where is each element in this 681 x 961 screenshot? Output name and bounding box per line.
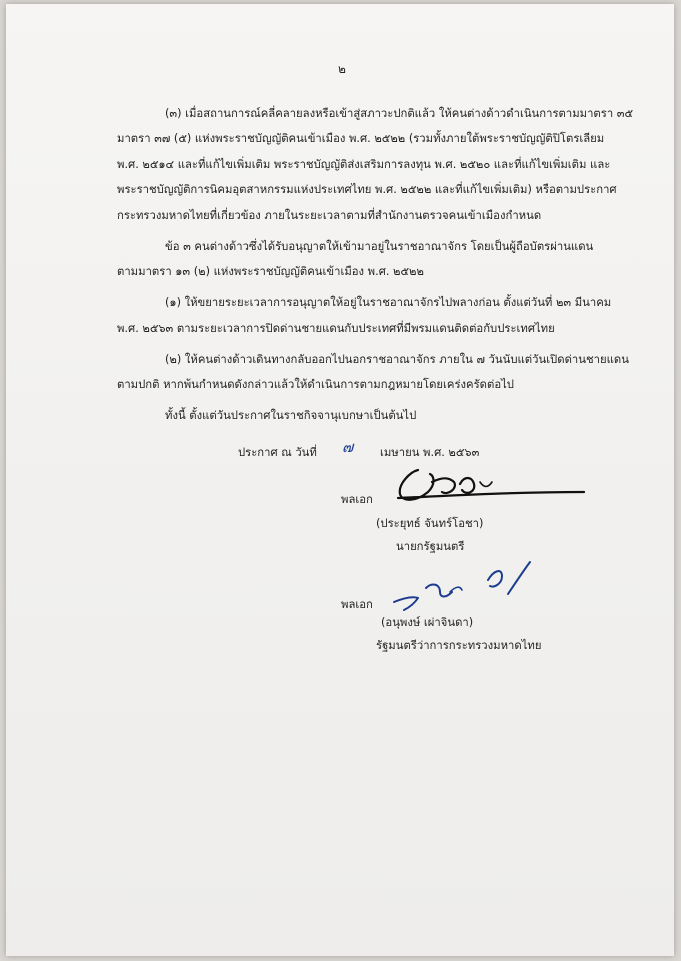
signatory-position: นายกรัฐมนตรี <box>396 540 465 553</box>
signatory-name: (อนุพงษ์ เผ่าจินดา) <box>381 616 474 629</box>
signatory-rank: พลเอก <box>341 493 373 506</box>
paragraph-line: มาตรา ๓๗ (๕) แห่งพระราชบัญญัติคนเข้าเมือง พ.ศ. ๒๕๒๒ (รวมทั้งภายใต้พระราชบัญญัติปิโตรเลียม <box>117 132 605 145</box>
paragraph-line: พ.ศ. ๒๕๑๔ และที่แก้ไขเพิ่มเติม พระราชบัญญัติส่งเสริมการลงทุน พ.ศ. ๒๕๒๐ และที่แก้ไขเพิ่มเติม และ <box>117 158 611 171</box>
announcement-prefix: ประกาศ ณ วันที่ <box>238 446 317 459</box>
paragraph-line: ตามปกติ หากพ้นกำหนดดังกล่าวแล้วให้ดำเนินการตามกฎหมายโดยเคร่งครัดต่อไป <box>117 378 514 391</box>
paragraph-line: ตามมาตรา ๑๓ (๒) แห่งพระราชบัญญัติคนเข้าเมือง พ.ศ. ๒๕๒๒ <box>117 265 424 278</box>
paragraph-line: (๑) ให้ขยายระยะเวลาการอนุญาตให้อยู่ในราชอาณาจักรไปพลางก่อน ตั้งแต่วันที่ ๒๓ มีนาคม <box>165 296 612 309</box>
signatory-rank: พลเอก <box>341 598 373 611</box>
signatory-position: รัฐมนตรีว่าการกระทรวงมหาดไทย <box>376 639 542 652</box>
paragraph-line: (๓) เมื่อสถานการณ์คลี่คลายลงหรือเข้าสู่สภาวะปกติแล้ว ให้คนต่างด้าวดำเนินการตามมาตรา ๓๕ <box>165 107 634 120</box>
signature-anupong <box>390 558 540 614</box>
page-number: ๒ <box>338 62 346 76</box>
signatory-name: (ประยุทธ์ จันทร์โอชา) <box>376 517 484 530</box>
paragraph-line: (๒) ให้คนต่างด้าวเดินทางกลับออกไปนอกราชอาณาจักร ภายใน ๗ วันนับแต่วันเปิดด่านชายแดน <box>165 353 629 366</box>
paragraph-line: พระราชบัญญัติการนิคมอุตสาหกรรมแห่งประเทศไทย พ.ศ. ๒๕๒๒ และที่แก้ไขเพิ่มเติม) หรือตามประกาศ <box>117 183 617 196</box>
paragraph-line: พ.ศ. ๒๕๖๓ ตามระยะเวลาการปิดด่านชายแดนกับประเทศที่มีพรมแดนติดต่อกับประเทศไทย <box>117 322 555 335</box>
paragraph-line: กระทรวงมหาดไทยที่เกี่ยวข้อง ภายในระยะเวลาตามที่สำนักงานตรวจคนเข้าเมืองกำหนด <box>117 209 542 222</box>
paragraph-line: ข้อ ๓ คนต่างด้าวซึ่งได้รับอนุญาตให้เข้ามาอยู่ในราชอาณาจักร โดยเป็นผู้ถือบัตรผ่านแดน <box>165 240 594 253</box>
announcement-month-year: เมษายน พ.ศ. ๒๕๖๓ <box>380 446 480 459</box>
signature-prayut <box>388 462 588 512</box>
handwritten-day: ๗ <box>342 438 354 456</box>
effective-clause: ทั้งนี้ ตั้งแต่วันประกาศในราชกิจจานุเบกษาเป็นต้นไป <box>165 409 417 422</box>
